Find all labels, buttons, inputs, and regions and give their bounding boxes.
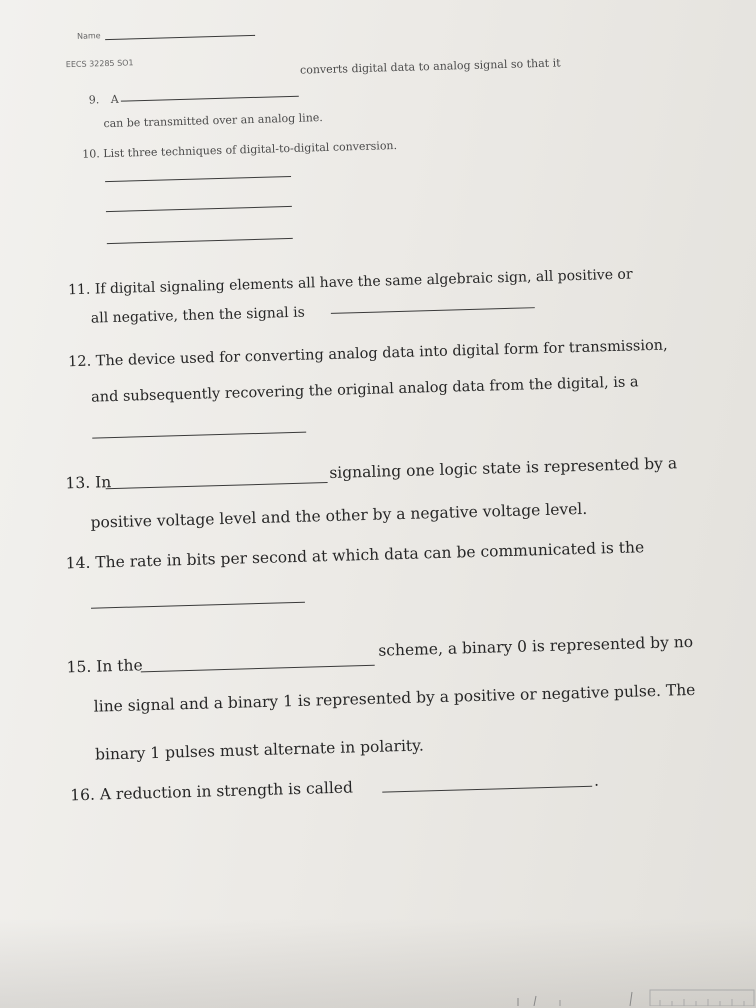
q10-blank-2 — [106, 206, 292, 212]
q13-line1: signaling one logic state is represented by a — [329, 454, 678, 482]
name-label: Name — [76, 31, 101, 41]
q14-blank — [91, 602, 305, 609]
q10-blank-1 — [105, 176, 291, 182]
q11-blank — [331, 307, 535, 314]
q15-blank — [141, 665, 375, 673]
q10-text: 10. List three techniques of digital-to-digital conversion. — [82, 138, 398, 161]
q15-line3: binary 1 pulses must alternate in polarity. — [94, 736, 424, 764]
q16-blank — [382, 786, 592, 793]
q9-number: 9. — [88, 93, 100, 107]
q9-lead: A — [110, 92, 119, 106]
q15-line1: scheme, a binary 0 is represented by no — [378, 632, 694, 660]
q13-line2: positive voltage level and the other by a negative voltage level. — [90, 499, 588, 532]
q15-line2: line signal and a binary 1 is represented by a positive or negative pulse. The — [93, 680, 696, 716]
q13-blank — [106, 482, 328, 489]
q12-line1: 12. The device used for converting analog data into digital form for transmission, — [67, 337, 668, 371]
q9-line2: can be transmitted over an analog line. — [103, 111, 323, 131]
q9-line1: converts digital data to analog signal so that it — [299, 56, 561, 77]
q10-blank-3 — [107, 238, 293, 244]
q11-line1: 11. If digital signaling elements all have the same algebraic sign, all positive or — [67, 266, 633, 299]
q9-blank — [121, 96, 299, 102]
q13-number: 13. In — [65, 473, 112, 493]
q14-line1: 14. The rate in bits per second at which data can be communicated is the — [65, 538, 645, 573]
q12-line2: and subsequently recovering the original analog data from the digital, is a — [90, 374, 639, 406]
q15-number: 15. In the — [66, 656, 143, 677]
q12-blank — [92, 432, 306, 439]
course-code: EECS 32285 SO1 — [65, 58, 134, 70]
name-blank — [105, 35, 255, 40]
q16-line1: 16. A reduction in strength is called — [69, 778, 354, 805]
bottom-edge-marks — [500, 986, 756, 1006]
q11-line2: all negative, then the signal is — [90, 304, 305, 327]
q16-end-mark: . — [593, 771, 600, 790]
